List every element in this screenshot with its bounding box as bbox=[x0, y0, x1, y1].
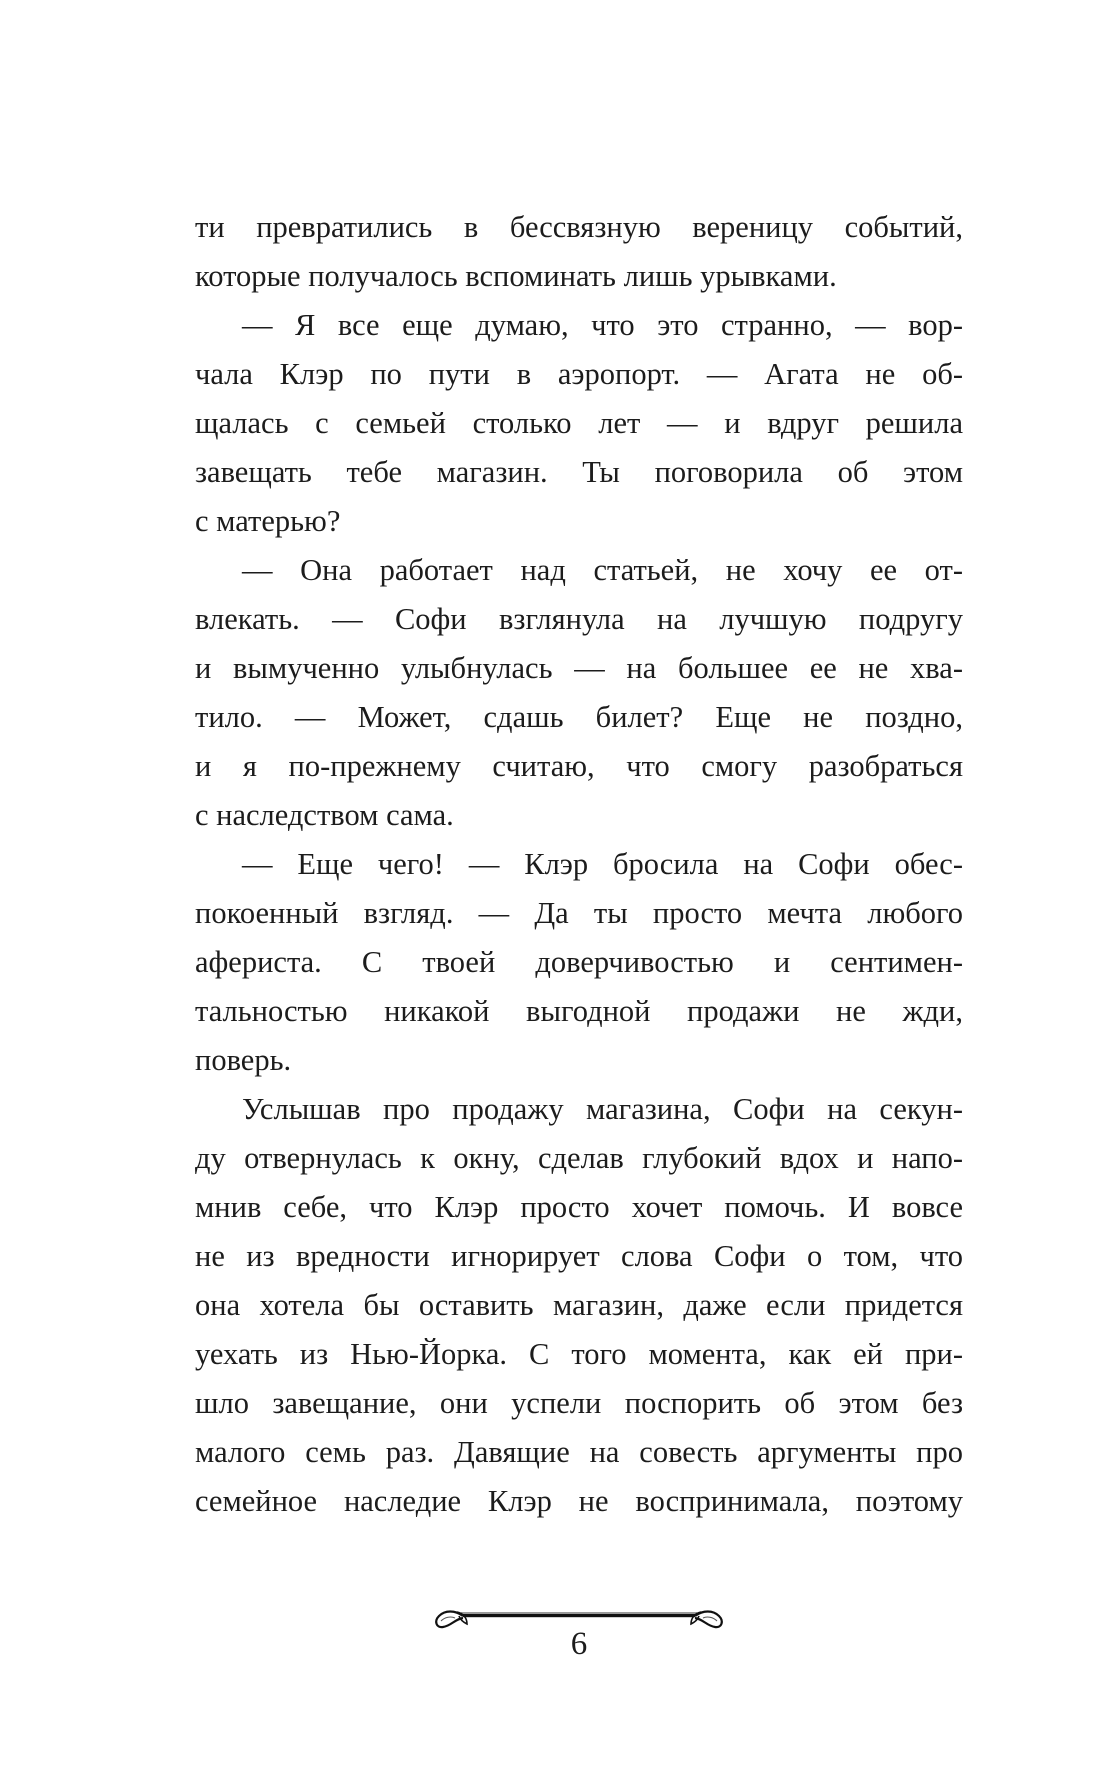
text-line: влекать. — Софи взглянула на лучшую подругу bbox=[195, 602, 963, 636]
text-line: не из вредности игнорирует слова Софи о том, что bbox=[195, 1239, 963, 1273]
text-line: — Еще чего! — Клэр бросила на Софи обес- bbox=[242, 847, 963, 881]
text-line: тальностью никакой выгодной продажи не жди, bbox=[195, 994, 963, 1028]
text-line: шло завещание, они успели поспорить об этом без bbox=[195, 1386, 963, 1420]
text-line: тило. — Может, сдашь билет? Еще не поздно, bbox=[195, 700, 963, 734]
text-line: она хотела бы оставить магазин, даже если придется bbox=[195, 1288, 963, 1322]
text-line: — Я все еще думаю, что это странно, — вор- bbox=[242, 308, 963, 342]
text-line: уехать из Нью-Йорка. С того момента, как ей при- bbox=[195, 1337, 963, 1371]
page-footer bbox=[0, 1600, 1100, 1670]
text-line: семейное наследие Клэр не воспринимала, поэтому bbox=[195, 1484, 963, 1518]
text-line: мнив себе, что Клэр просто хочет помочь. И вовсе bbox=[195, 1190, 963, 1224]
text-line: и я по-прежнему считаю, что смогу разобраться bbox=[195, 749, 963, 783]
text-line: и вымученно улыбнулась — на большее ее не хва- bbox=[195, 651, 963, 685]
text-line: поверь. bbox=[195, 1043, 292, 1077]
text-line: — Она работает над статьей, не хочу ее от- bbox=[242, 553, 963, 587]
text-line: чала Клэр по пути в аэропорт. — Агата не об- bbox=[195, 357, 963, 391]
page-number: 6 bbox=[570, 1626, 588, 1662]
text-line: с матерью? bbox=[195, 504, 341, 538]
text-line: которые получалось вспоминать лишь урывками. bbox=[195, 259, 837, 293]
text-line: щалась с семьей столько лет — и вдруг решила bbox=[195, 406, 963, 440]
text-line: ти превратились в бессвязную вереницу событий, bbox=[195, 210, 963, 244]
text-line: покоенный взгляд. — Да ты просто мечта любого bbox=[195, 896, 963, 930]
text-line: с наследством сама. bbox=[195, 798, 454, 832]
text-line: завещать тебе магазин. Ты поговорила об этом bbox=[195, 455, 963, 489]
text-line: малого семь раз. Давящие на совесть аргументы про bbox=[195, 1435, 963, 1469]
text-line: афериста. С твоей доверчивостью и сентимен- bbox=[195, 945, 963, 979]
text-line: ду отвернулась к окну, сделав глубокий вдох и напо- bbox=[195, 1141, 963, 1175]
text-line: Услышав про продажу магазина, Софи на секун- bbox=[242, 1092, 963, 1126]
body-text bbox=[195, 203, 963, 1526]
